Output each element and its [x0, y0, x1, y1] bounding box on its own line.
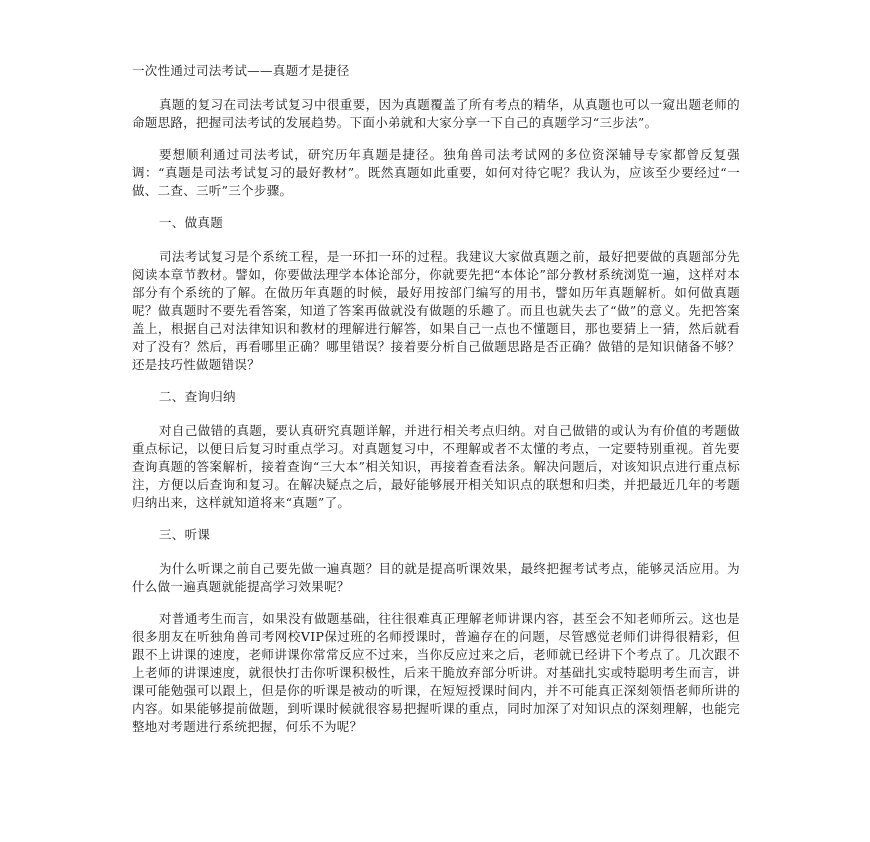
- intro-paragraph-2: 要想顺利通过司法考试，研究历年真题是捷径。独角兽司法考试网的多位资深辅导专家都曾反复强调：“真题是司法考试复习的最好教材”。既然真题如此重要，如何对待它呢？我认为，应该至少要经过“一做、二查、三听”三个步骤。: [132, 147, 740, 198]
- section-2-paragraph-1: 对自己做错的真题，要认真研究真题详解，并进行相关考点归纳。对自己做错的或认为有价值的考题做重点标记，以便日后复习时重点学习。对真题复习中，不理解或者不太懂的考点，一定要特别重视。首先要查询真题的答案解析，接着查询“三大本”相关知识，再接着查看法条。解决问题后，对该知识点进行重点标注，方便以后查询和复习。在解决疑点之后，最好能够展开相关知识点的联想和归类，并把最近几年的考题归纳出来，这样就知道将来“真题”了。: [132, 423, 740, 510]
- section-1-paragraph-1: 司法考试复习是个系统工程，是一环扣一环的过程。我建议大家做真题之前，最好把要做的真题部分先阅读本章节教材。譬如，你要做法理学本体论部分，你就要先把“本体论”部分教材系统浏览一遍，这样对本部分有个系统的了解。在做历年真题的时候，最好用按部门编写的用书，譬如历年真题解析。如何做真题呢？做真题时不要先看答案，知道了答案再做就没有做题的乐趣了。而且也就失去了“做”的意义。先把答案盖上，根据自己对法律知识和教材的理解进行解答，如果自己一点也不懂题目，那也要猜上一猜，然后就看对了没有？然后，再看哪里正确？哪里错误？接着要分析自己做题思路是否正确？做错的是知识储备不够？还是技巧性做题错误？: [132, 249, 740, 372]
- section-heading-attend-lecture: 三、听课: [159, 527, 211, 542]
- section-heading-do-questions: 一、做真题: [159, 215, 224, 230]
- document-page: [132, 62, 740, 750]
- document-title: 一次性通过司法考试——真题才是捷径: [132, 63, 350, 78]
- section-heading-query-summary: 二、查询归纳: [159, 389, 236, 404]
- section-3-paragraph-2: 对普通考生而言，如果没有做题基础，往往很难真正理解老师讲课内容，甚至会不知老师所云。这也是很多朋友在听独角兽司考网校VIP保过班的名师授课时，普遍存在的问题，尽管感觉老师们讲得很精彩，但跟不上讲课的速度，老师讲课你常常反应不过来，当你反应过来之后，老师就已经讲下个考点了。几次跟不上老师的讲课速度，就很快打击你听课积极性，后来干脆放弃部分听讲。对基础扎实或特聪明考生而言，讲课可能勉强可以跟上，但是你的听课是被动的听课，在短短授课时间内，并不可能真正深刻领悟老师所讲的内容。如果能够提前做题，到听课时候就很容易把握听课的重点，同时加深了对知识点的深刻理解，也能完整地对考题进行系统把握，何乐不为呢？: [132, 611, 740, 734]
- intro-paragraph-1: 真题的复习在司法考试复习中很重要，因为真题覆盖了所有考点的精华，从真题也可以一窥出题老师的命题思路，把握司法考试的发展趋势。下面小弟就和大家分享一下自己的真题学习“三步法”。: [132, 97, 740, 130]
- section-3-paragraph-1: 为什么听课之前自己要先做一遍真题？目的就是提高听课效果，最终把握考试考点，能够灵活应用。为什么做一遍真题就能提高学习效果呢？: [132, 561, 740, 594]
